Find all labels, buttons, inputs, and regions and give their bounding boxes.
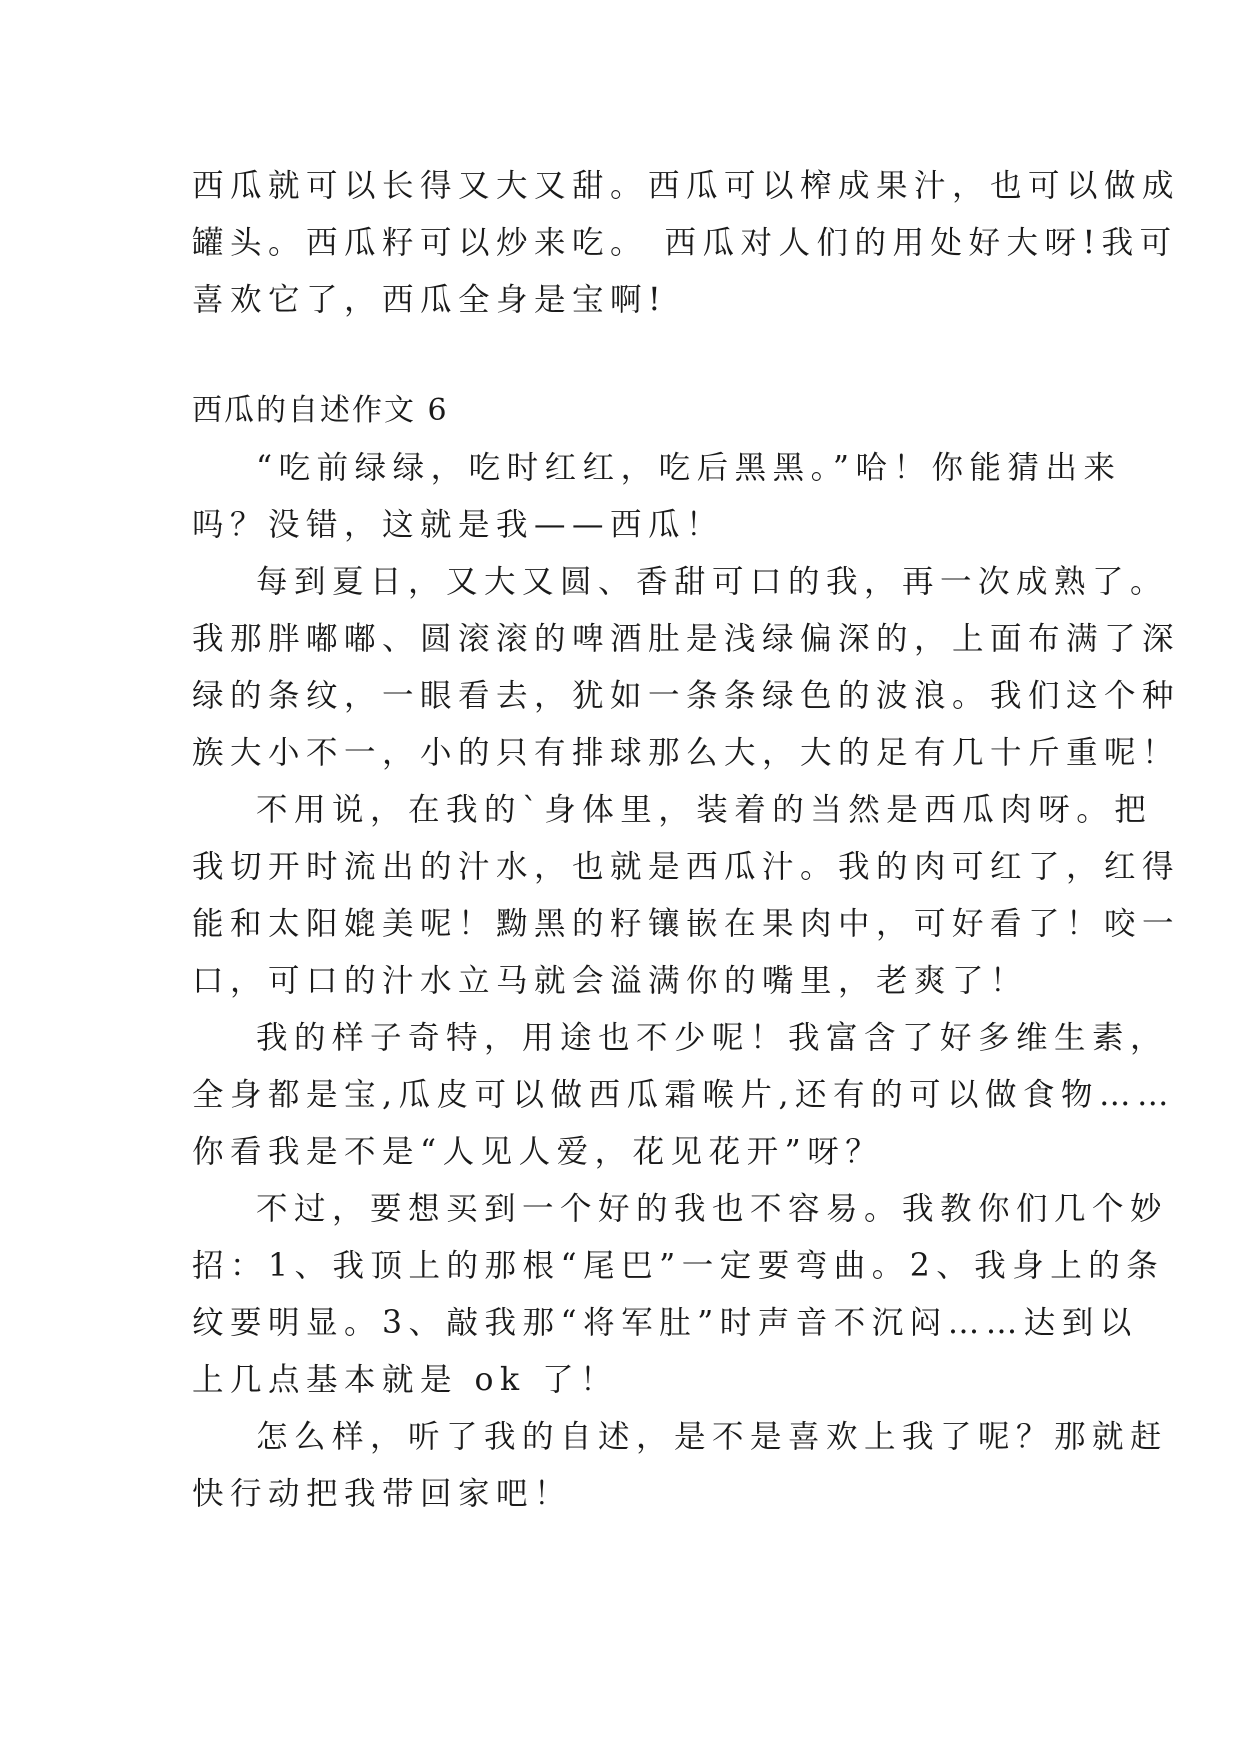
text-line: 你看我是不是“人见人爱，花见花开”呀？ — [192, 1134, 884, 1170]
text-line: 能和太阳媲美呢！黝黑的籽镶嵌在果肉中，可好看了！咬一 — [192, 906, 1181, 942]
text-line: 绿的条纹，一眼看去，犹如一条条绿色的波浪。我们这个种 — [192, 678, 1181, 714]
paragraph-first-line: 怎么样，听了我的自述，是不是喜欢上我了呢？那就赶 — [256, 1419, 1169, 1455]
paragraph-first-line: 每到夏日，又大又圆、香甜可口的我，再一次成熟了。 — [256, 564, 1169, 600]
text-line: 口，可口的汁水立马就会溢满你的嘴里，老爽了！ — [192, 963, 1029, 999]
text-line: 罐头。西瓜籽可以炒来吃。 西瓜对人们的用处好大呀!我可 — [192, 225, 1178, 261]
text-line: 快行动把我带回家吧！ — [192, 1476, 573, 1512]
text-line: 西瓜就可以长得又大又甜。西瓜可以榨成果汁，也可以做成 — [192, 168, 1181, 204]
paragraph-first-line: 不过，要想买到一个好的我也不容易。我教你们几个妙 — [256, 1191, 1169, 1227]
paragraph-first-line: “吃前绿绿，吃时红红，吃后黑黑。”哈！你能猜出来 — [256, 450, 1122, 486]
text-line: 上几点基本就是 ok 了！ — [192, 1362, 619, 1398]
text-line: 我切开时流出的汁水，也就是西瓜汁。我的肉可红了，红得 — [192, 849, 1181, 885]
text-line: 纹要明显。3、敲我那“将军肚”时声音不沉闷……达到以 — [192, 1305, 1138, 1341]
section-title: 西瓜的自述作文 6 — [192, 393, 449, 428]
text-line: 招：1、我顶上的那根“尾巴”一定要弯曲。2、我身上的条 — [192, 1248, 1165, 1284]
text-line: 我那胖嘟嘟、圆滚滚的啤酒肚是浅绿偏深的，上面布满了深 — [192, 621, 1181, 657]
paragraph-first-line: 不用说，在我的`身体里，装着的当然是西瓜肉呀。把 — [256, 792, 1153, 828]
text-line: 族大小不一，小的只有排球那么大，大的足有几十斤重呢！ — [192, 735, 1181, 771]
text-line: 全身都是宝,瓜皮可以做西瓜霜喉片,还有的可以做食物…… — [192, 1077, 1176, 1113]
text-line: 吗？没错，这就是我——西瓜！ — [192, 507, 725, 543]
paragraph-first-line: 我的样子奇特，用途也不少呢！我富含了好多维生素， — [256, 1020, 1169, 1056]
text-line: 喜欢它了，西瓜全身是宝啊! — [192, 282, 668, 318]
